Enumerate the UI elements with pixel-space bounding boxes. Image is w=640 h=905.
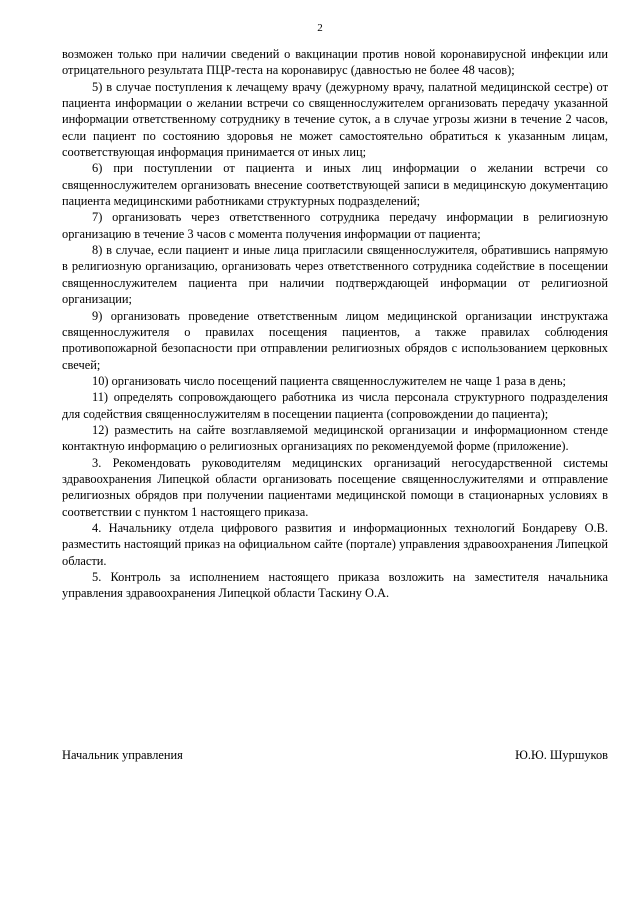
paragraph-item-11: 11) определять сопровождающего работника из числа персонала структурного подразделения для содействия священнослужителям в посещении пациента (сопровождении до пациента); bbox=[62, 390, 608, 421]
paragraph-section-4: 4. Начальнику отдела цифрового развития и информационных технологий Бондареву О.В. разместить настоящий приказ на официальном сайте (портале) управления здравоохранения Липецкой области. bbox=[62, 520, 608, 568]
paragraph-continuation: возможен только при наличии сведений о вакцинации против новой коронавирусной инфекции или отрицательного результата ПЦР-теста на коронавирус (давностью не более 48 часов); bbox=[62, 47, 608, 78]
document-body bbox=[62, 46, 608, 602]
signature-block bbox=[62, 747, 608, 763]
signatory-name: Ю.Ю. Шуршуков bbox=[515, 748, 608, 762]
paragraph-item-5: 5) в случае поступления к лечащему врачу (дежурному врачу, палатной медицинской сестре) от пациента информации о желании встречи со священнослужителем организовать передачу указанной информации ответственному сотруднику в течение суток, а в случае угрозы жизни в течение 2 часов, если пациент по состоянию здоровья не может самостоятельно обратиться к указанным лицам, соответствующая информация принимается от иных лиц; bbox=[62, 79, 608, 160]
paragraph-item-6: 6) при поступлении от пациента и иных лиц информации о желании встречи со священнослужителем организовать внесение соответствующей записи в медицинскую документацию пациента медицинскими работниками структурных подразделений; bbox=[62, 161, 608, 209]
page-number: 2 bbox=[317, 22, 323, 34]
paragraph-item-8: 8) в случае, если пациент и иные лица пригласили священнослужителя, обратившись напрямую в религиозную организацию, организовать через ответственного сотрудника содействие в посещении священнослужителем пациента при наличии подтверждающей информации от религиозной организации; bbox=[62, 243, 608, 307]
paragraph-section-5: 5. Контроль за исполнением настоящего приказа возложить на заместителя начальника управления здравоохранения Липецкой области Таскину О.А. bbox=[62, 570, 608, 601]
paragraph-item-12: 12) разместить на сайте возглавляемой медицинской организации и информационном стенде контактную информацию о религиозных организациях по рекомендуемой форме (приложение). bbox=[62, 422, 608, 454]
signatory-title: Начальник управления bbox=[62, 748, 183, 762]
paragraph-item-10: 10) организовать число посещений пациента священнослужителем не чаще 1 раза в день; bbox=[92, 373, 566, 388]
paragraph-item-9: 9) организовать проведение ответственным лицом медицинской организации инструктажа священнослужителя о правилах посещения пациентов, а также правилах соблюдения противопожарной безопасности при отправлении религиозных обрядов с использованием церковных свечей; bbox=[62, 308, 608, 372]
paragraph-item-7: 7) организовать через ответственного сотрудника передачу информации в религиозную организацию в течение 3 часов с момента получения информации от пациента; bbox=[62, 210, 608, 241]
paragraph-section-3: 3. Рекомендовать руководителям медицинских организаций негосударственной системы здравоохранения Липецкой области организовать посещение священнослужителями и отправление религиозных обрядов при получении пациентами медицинской помощи в стационарных условиях в соответствии с пунктом 1 настоящего приказа. bbox=[62, 455, 608, 519]
